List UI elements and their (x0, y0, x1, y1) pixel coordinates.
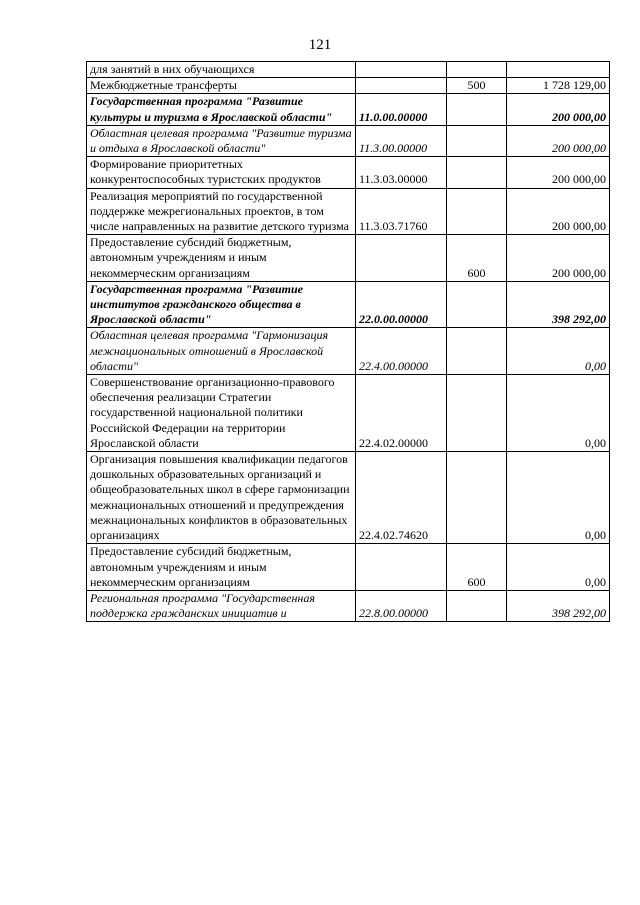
table-row (87, 62, 610, 78)
row-type-cell (447, 452, 507, 544)
row-type-cell: 600 (447, 544, 507, 591)
row-name-cell: Региональная программа "Государственная поддержка гражданских инициатив и (87, 590, 356, 621)
row-amount-cell: 0,00 (507, 452, 610, 544)
row-type-cell (447, 94, 507, 125)
row-amount-cell: 398 292,00 (507, 281, 610, 328)
row-type-cell (447, 328, 507, 375)
row-code-cell (356, 78, 447, 94)
row-name-cell: Государственная программа "Развитие культуры и туризма в Ярославской области" (87, 94, 356, 125)
row-type-cell (447, 188, 507, 235)
row-code-cell: 11.0.00.00000 (356, 94, 447, 125)
row-name-cell: Областная целевая программа "Развитие туризма и отдыха в Ярославской области" (87, 125, 356, 156)
row-name-cell: Областная целевая программа "Гармонизация межнациональных отношений в Ярославской области" (87, 328, 356, 375)
table-row (87, 188, 610, 235)
row-type-cell (447, 281, 507, 328)
row-code-cell (356, 235, 447, 282)
row-type-cell (447, 62, 507, 78)
table-row (87, 157, 610, 188)
row-amount-cell: 0,00 (507, 328, 610, 375)
table-row (87, 125, 610, 156)
table-row (87, 375, 610, 452)
row-amount-cell: 0,00 (507, 544, 610, 591)
row-code-cell: 11.3.03.71760 (356, 188, 447, 235)
row-code-cell (356, 544, 447, 591)
row-name-cell: Предоставление субсидий бюджетным, автономным учреждениям и иным некоммерческим организациям (87, 235, 356, 282)
row-type-cell (447, 125, 507, 156)
row-amount-cell: 0,00 (507, 375, 610, 452)
page-number: 121 (308, 37, 332, 53)
row-name-cell: Совершенствование организационно-правового обеспечения реализации Стратегии государственной национальной политики Российской Федерации на территории Ярославской области (87, 375, 356, 452)
row-code-cell: 22.0.00.00000 (356, 281, 447, 328)
row-type-cell: 500 (447, 78, 507, 94)
row-name-cell: Межбюджетные трансферты (87, 78, 356, 94)
row-amount-cell: 200 000,00 (507, 235, 610, 282)
table-row (87, 452, 610, 544)
row-name-cell: Реализация мероприятий по государственной поддержке межрегиональных проектов, в том числе направленных на развитие детского туризма (87, 188, 356, 235)
row-name-cell: Организация повышения квалификации педагогов дошкольных образовательных организаций и общеобразовательных школ в сфере гармонизации межнациональных отношений и предупреждения межнациональных конфликтов в образовательных организациях (87, 452, 356, 544)
row-amount-cell: 200 000,00 (507, 157, 610, 188)
row-code-cell: 22.4.02.00000 (356, 375, 447, 452)
table-row (87, 78, 610, 94)
row-code-cell: 22.4.00.00000 (356, 328, 447, 375)
row-name-cell: Формирование приоритетных конкурентоспособных туристских продуктов (87, 157, 356, 188)
row-code-cell: 11.3.03.00000 (356, 157, 447, 188)
row-amount-cell (507, 62, 610, 78)
row-amount-cell: 200 000,00 (507, 94, 610, 125)
row-code-cell: 22.4.02.74620 (356, 452, 447, 544)
table-row (87, 235, 610, 282)
budget-table (86, 61, 610, 622)
table-row (87, 590, 610, 621)
row-type-cell (447, 375, 507, 452)
row-code-cell (356, 62, 447, 78)
table-row (87, 94, 610, 125)
row-code-cell: 11.3.00.00000 (356, 125, 447, 156)
row-amount-cell: 398 292,00 (507, 590, 610, 621)
row-amount-cell: 1 728 129,00 (507, 78, 610, 94)
table-row (87, 328, 610, 375)
table-row (87, 281, 610, 328)
row-name-cell: Предоставление субсидий бюджетным, автономным учреждениям и иным некоммерческим организациям (87, 544, 356, 591)
row-code-cell: 22.8.00.00000 (356, 590, 447, 621)
row-name-cell: Государственная программа "Развитие институтов гражданского общества в Ярославской области" (87, 281, 356, 328)
row-amount-cell: 200 000,00 (507, 125, 610, 156)
row-name-cell: для занятий в них обучающихся (87, 62, 356, 78)
row-type-cell (447, 590, 507, 621)
row-amount-cell: 200 000,00 (507, 188, 610, 235)
row-type-cell (447, 157, 507, 188)
table-row (87, 544, 610, 591)
row-type-cell: 600 (447, 235, 507, 282)
